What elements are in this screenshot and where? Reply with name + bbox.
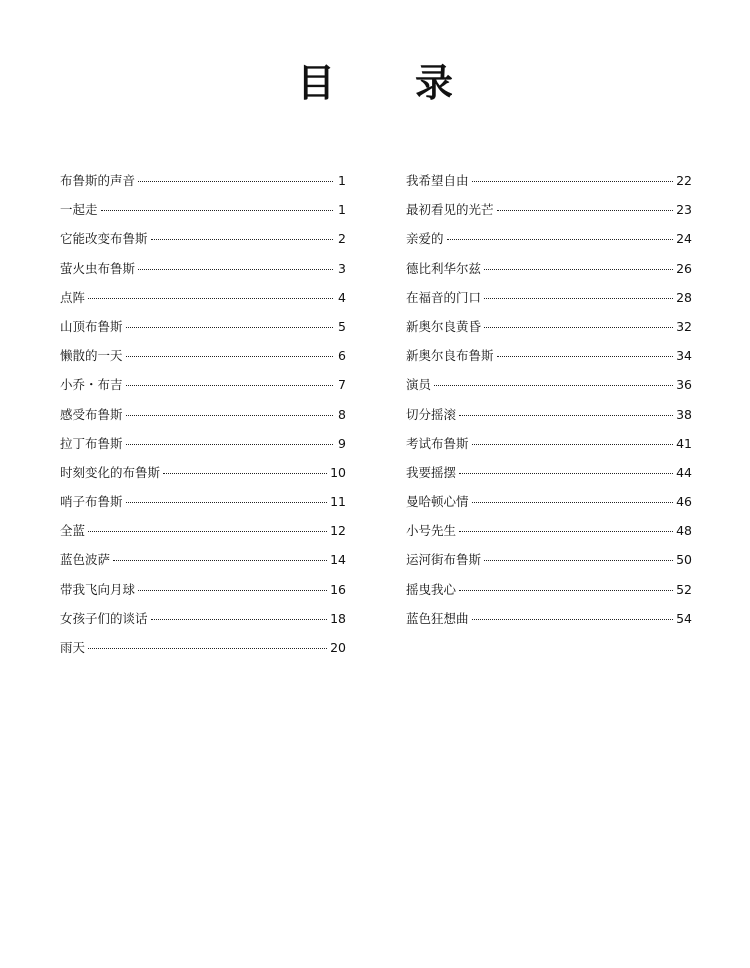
toc-entry-title: 女孩子们的谈话	[60, 610, 148, 626]
toc-entry-page-number: 54	[676, 610, 692, 626]
toc-entry[interactable]	[60, 341, 346, 370]
toc-entry[interactable]	[60, 166, 346, 195]
toc-entry-title: 切分摇滚	[406, 406, 457, 422]
toc-entry[interactable]	[60, 312, 346, 341]
toc-entry-title: 运河街布鲁斯	[406, 552, 482, 568]
dot-leader	[151, 239, 333, 240]
toc-entry-page-number: 26	[676, 260, 692, 276]
toc-entry-page-number: 3	[338, 260, 346, 276]
toc-entry[interactable]	[406, 224, 692, 253]
page-title-char: 目	[296, 61, 335, 105]
toc-entry-page-number: 16	[330, 581, 346, 597]
toc-entry-page-number: 5	[338, 318, 346, 334]
toc-entry[interactable]	[60, 400, 346, 429]
toc-entry-page-number: 46	[676, 494, 692, 510]
toc-entry-title: 小乔・布吉	[60, 377, 123, 393]
toc-entry[interactable]	[60, 254, 346, 283]
toc-entry[interactable]	[60, 224, 346, 253]
toc-entry-title: 蓝色波萨	[60, 552, 111, 568]
toc-entry-page-number: 50	[676, 552, 692, 568]
dot-leader	[472, 502, 674, 503]
dot-leader	[88, 298, 333, 299]
dot-leader	[459, 473, 673, 474]
dot-leader	[447, 239, 674, 240]
toc-entry-title: 新奥尔良黄昏	[406, 318, 482, 334]
toc-entry-page-number: 36	[676, 377, 692, 393]
dot-leader	[472, 181, 674, 182]
dot-leader	[126, 415, 333, 416]
toc-entry-title: 全蓝	[60, 523, 86, 539]
toc-entry[interactable]	[60, 283, 346, 312]
toc-entry-page-number: 38	[676, 406, 692, 422]
toc-entry-title: 考试布鲁斯	[406, 435, 469, 451]
dot-leader	[113, 560, 327, 561]
toc-entry-page-number: 12	[330, 523, 346, 539]
dot-leader	[126, 444, 333, 445]
toc-entry-title: 曼哈顿心情	[406, 494, 469, 510]
toc-entry-title: 雨天	[60, 640, 86, 655]
toc-entry[interactable]	[406, 458, 692, 487]
dot-leader	[88, 531, 327, 532]
toc-entry-title: 一起走	[60, 202, 98, 218]
toc-entry[interactable]	[60, 516, 346, 545]
toc-entry[interactable]	[60, 487, 346, 516]
toc-entry-page-number: 6	[338, 348, 346, 364]
toc-column-right	[406, 166, 692, 633]
toc-entry[interactable]	[60, 575, 346, 604]
dot-leader	[472, 444, 674, 445]
toc-entry[interactable]	[406, 516, 692, 545]
dot-leader	[497, 210, 674, 211]
toc-entry[interactable]	[60, 458, 346, 487]
page-title-char: 录	[415, 61, 454, 105]
toc-entry-title: 萤火虫布鲁斯	[60, 260, 136, 276]
toc-entry-title: 新奥尔良布鲁斯	[406, 348, 494, 364]
toc-column-left	[60, 166, 346, 662]
dot-leader	[459, 415, 673, 416]
toc-entry-title: 时刻变化的布鲁斯	[60, 464, 161, 480]
toc-entry-title: 小号先生	[406, 523, 457, 539]
toc-entry[interactable]	[406, 195, 692, 224]
toc-entry-page-number: 1	[338, 173, 346, 188]
toc-entry-page-number: 23	[676, 202, 692, 218]
dot-leader	[126, 327, 333, 328]
dot-leader	[126, 385, 333, 386]
toc-entry-page-number: 34	[676, 348, 692, 364]
toc-entry[interactable]	[406, 575, 692, 604]
toc-entry-title: 在福音的门口	[406, 289, 482, 305]
page-title	[0, 58, 750, 108]
toc-entry[interactable]	[60, 429, 346, 458]
toc-entry-title: 摇曳我心	[406, 581, 457, 597]
toc-entry-title: 布鲁斯的声音	[60, 173, 136, 188]
toc-entry-title: 点阵	[60, 289, 86, 305]
toc-entry-title: 我希望自由	[406, 173, 469, 188]
toc-entry-title: 山顶布鲁斯	[60, 318, 123, 334]
toc-entry[interactable]	[60, 195, 346, 224]
dot-leader	[484, 298, 673, 299]
toc-entry[interactable]	[406, 370, 692, 399]
dot-leader	[484, 327, 673, 328]
dot-leader	[484, 560, 673, 561]
toc-entry-page-number: 4	[338, 289, 346, 305]
toc-entry-page-number: 9	[338, 435, 346, 451]
toc-entry-title: 德比利华尔兹	[406, 260, 482, 276]
toc-entry-title: 感受布鲁斯	[60, 406, 123, 422]
toc-entry-title: 带我飞向月球	[60, 581, 136, 597]
toc-entry[interactable]	[60, 633, 346, 662]
dot-leader	[497, 356, 674, 357]
dot-leader	[459, 590, 673, 591]
dot-leader	[138, 590, 327, 591]
toc-entry-title: 懒散的一天	[60, 348, 123, 364]
toc-entry[interactable]	[406, 254, 692, 283]
dot-leader	[163, 473, 327, 474]
toc-entry[interactable]	[406, 545, 692, 574]
toc-entry-title: 蓝色狂想曲	[406, 610, 469, 626]
dot-leader	[484, 269, 673, 270]
toc-entry[interactable]	[406, 341, 692, 370]
toc-entry[interactable]	[406, 487, 692, 516]
toc-entry[interactable]	[406, 604, 692, 633]
dot-leader	[472, 619, 674, 620]
toc-entry-page-number: 22	[676, 173, 692, 188]
toc-entry-page-number: 41	[676, 435, 692, 451]
toc-entry[interactable]	[406, 312, 692, 341]
dot-leader	[434, 385, 673, 386]
toc-entry-page-number: 44	[676, 464, 692, 480]
toc-entry-page-number: 52	[676, 581, 692, 597]
toc-entry-page-number: 8	[338, 406, 346, 422]
toc-entry-page-number: 2	[338, 231, 346, 247]
toc-entry-page-number: 20	[330, 640, 346, 655]
dot-leader	[138, 181, 333, 182]
toc-entry-title: 亲爱的	[406, 231, 444, 247]
toc-entry[interactable]	[406, 283, 692, 312]
toc-entry-title: 演员	[406, 377, 432, 393]
toc-entry[interactable]	[406, 429, 692, 458]
toc-entry-title: 最初看见的光芒	[406, 202, 494, 218]
toc-entry[interactable]	[406, 400, 692, 429]
toc-entry-page-number: 14	[330, 552, 346, 568]
dot-leader	[101, 210, 333, 211]
dot-leader	[88, 648, 327, 649]
toc-entry[interactable]	[406, 166, 692, 195]
toc-entry-title: 我要摇摆	[406, 464, 457, 480]
toc-entry-page-number: 32	[676, 318, 692, 334]
toc-entry[interactable]	[60, 545, 346, 574]
dot-leader	[126, 356, 333, 357]
toc-entry-page-number: 28	[676, 289, 692, 305]
toc-entry-title: 哨子布鲁斯	[60, 494, 123, 510]
toc-entry-title: 拉丁布鲁斯	[60, 435, 123, 451]
dot-leader	[126, 502, 328, 503]
toc-entry-page-number: 18	[330, 610, 346, 626]
toc-entry-page-number: 11	[330, 494, 346, 510]
toc-entry-page-number: 24	[676, 231, 692, 247]
dot-leader	[151, 619, 328, 620]
toc-entry-page-number: 48	[676, 523, 692, 539]
toc-entry-page-number: 7	[338, 377, 346, 393]
dot-leader	[459, 531, 673, 532]
toc-entry-page-number: 10	[330, 464, 346, 480]
toc-entry[interactable]	[60, 604, 346, 633]
toc-entry-page-number: 1	[338, 202, 346, 218]
toc-entry-title: 它能改变布鲁斯	[60, 231, 148, 247]
toc-entry[interactable]	[60, 370, 346, 399]
dot-leader	[138, 269, 333, 270]
